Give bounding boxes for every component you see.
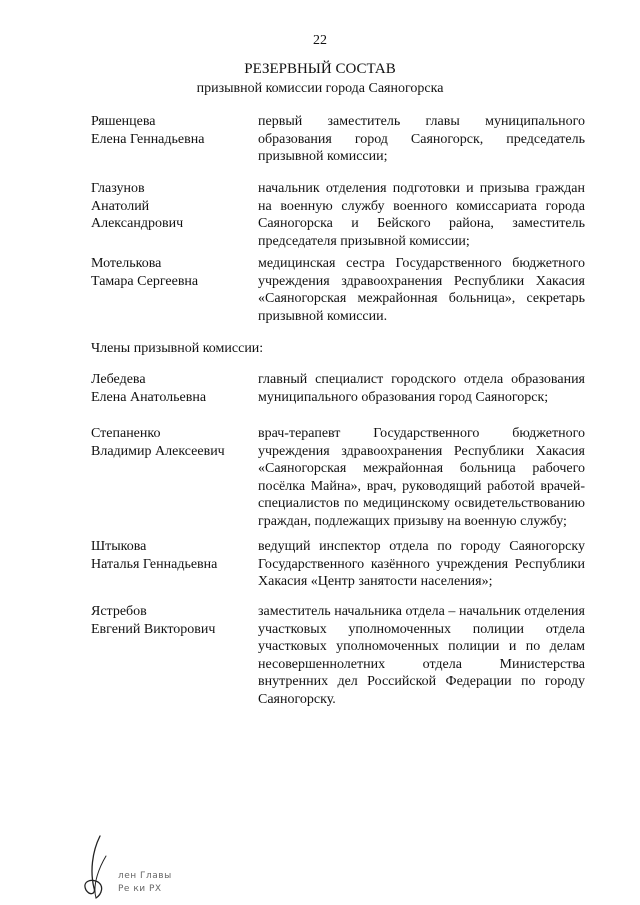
person-given-name: Тамара Сергеевна — [91, 273, 199, 289]
page-number: 22 — [313, 33, 327, 48]
stamp-text-line-1: лен Главы — [118, 871, 172, 881]
person-name — [91, 113, 251, 148]
person-given-name: Наталья Геннадьевна — [91, 556, 218, 572]
person-given-name: Анатолий — [91, 198, 150, 214]
members-section-label: Члены призывной комиссии: — [91, 341, 264, 356]
person-given-name: Евгений Викторович — [91, 621, 216, 637]
stamp-text-line-2: Ре ки РХ — [118, 884, 162, 894]
person-name — [91, 425, 251, 460]
person-surname: Ястребов — [91, 604, 147, 619]
person-surname: Лебедева — [91, 372, 146, 387]
person-name — [91, 371, 251, 406]
person-surname: Глазунов — [91, 181, 145, 196]
document-subtitle: призывной комиссии города Саяногорска — [196, 81, 444, 96]
person-given-name: Елена Геннадьевна — [91, 131, 205, 147]
person-role: первый заместитель главы муниципального образования город Саяногорск, председатель призывной комиссии; — [258, 114, 585, 164]
person-name — [91, 255, 251, 290]
person-role: врач-терапевт Государственного бюджетного учреждения здравоохранения Республики Хакасия «Саяногорская межрайонная больница рабочего посёлка Майна», врач, руководящий работой врачей-специалистов по медицинскому освидетельствованию граждан, подлежащих призыву на военную службу; — [258, 426, 585, 529]
person-given-name: Елена Анатольевна — [91, 389, 207, 405]
person-surname: Ряшенцева — [91, 114, 156, 129]
person-role: заместитель начальника отдела – начальник отделения участковых уполномоченных полиции отдела участковых уполномоченных полиции и по делам несовершеннолетних отдела Министерства внутренних дел Российской Федерации по городу Саяногорску. — [258, 604, 585, 707]
person-role: начальник отделения подготовки и призыва граждан на военную службу военного комиссариата города Саяногорска и Бейского района, заместитель председателя призывной комиссии; — [258, 181, 585, 249]
document-title: РЕЗЕРВНЫЙ СОСТАВ — [244, 61, 396, 77]
person-given-name: Владимир Алексеевич — [91, 443, 225, 459]
person-patronymic: Александрович — [91, 216, 184, 231]
person-name — [91, 180, 251, 233]
person-surname: Мотелькова — [91, 256, 162, 271]
person-name — [91, 603, 251, 638]
person-role: медицинская сестра Государственного бюджетного учреждения здравоохранения Республики Хакасия «Саяногорская межрайонная больница», секретарь призывной комиссии. — [258, 256, 585, 324]
person-role: главный специалист городского отдела образования муниципального образования город Саяногорск; — [258, 372, 585, 405]
person-name — [91, 538, 251, 573]
person-surname: Штыкова — [91, 539, 147, 554]
person-surname: Степаненко — [91, 426, 161, 441]
person-role: ведущий инспектор отдела по городу Саяногорску Государственного казённого учреждения Республики Хакасия «Центр занятости населения»; — [258, 539, 585, 589]
